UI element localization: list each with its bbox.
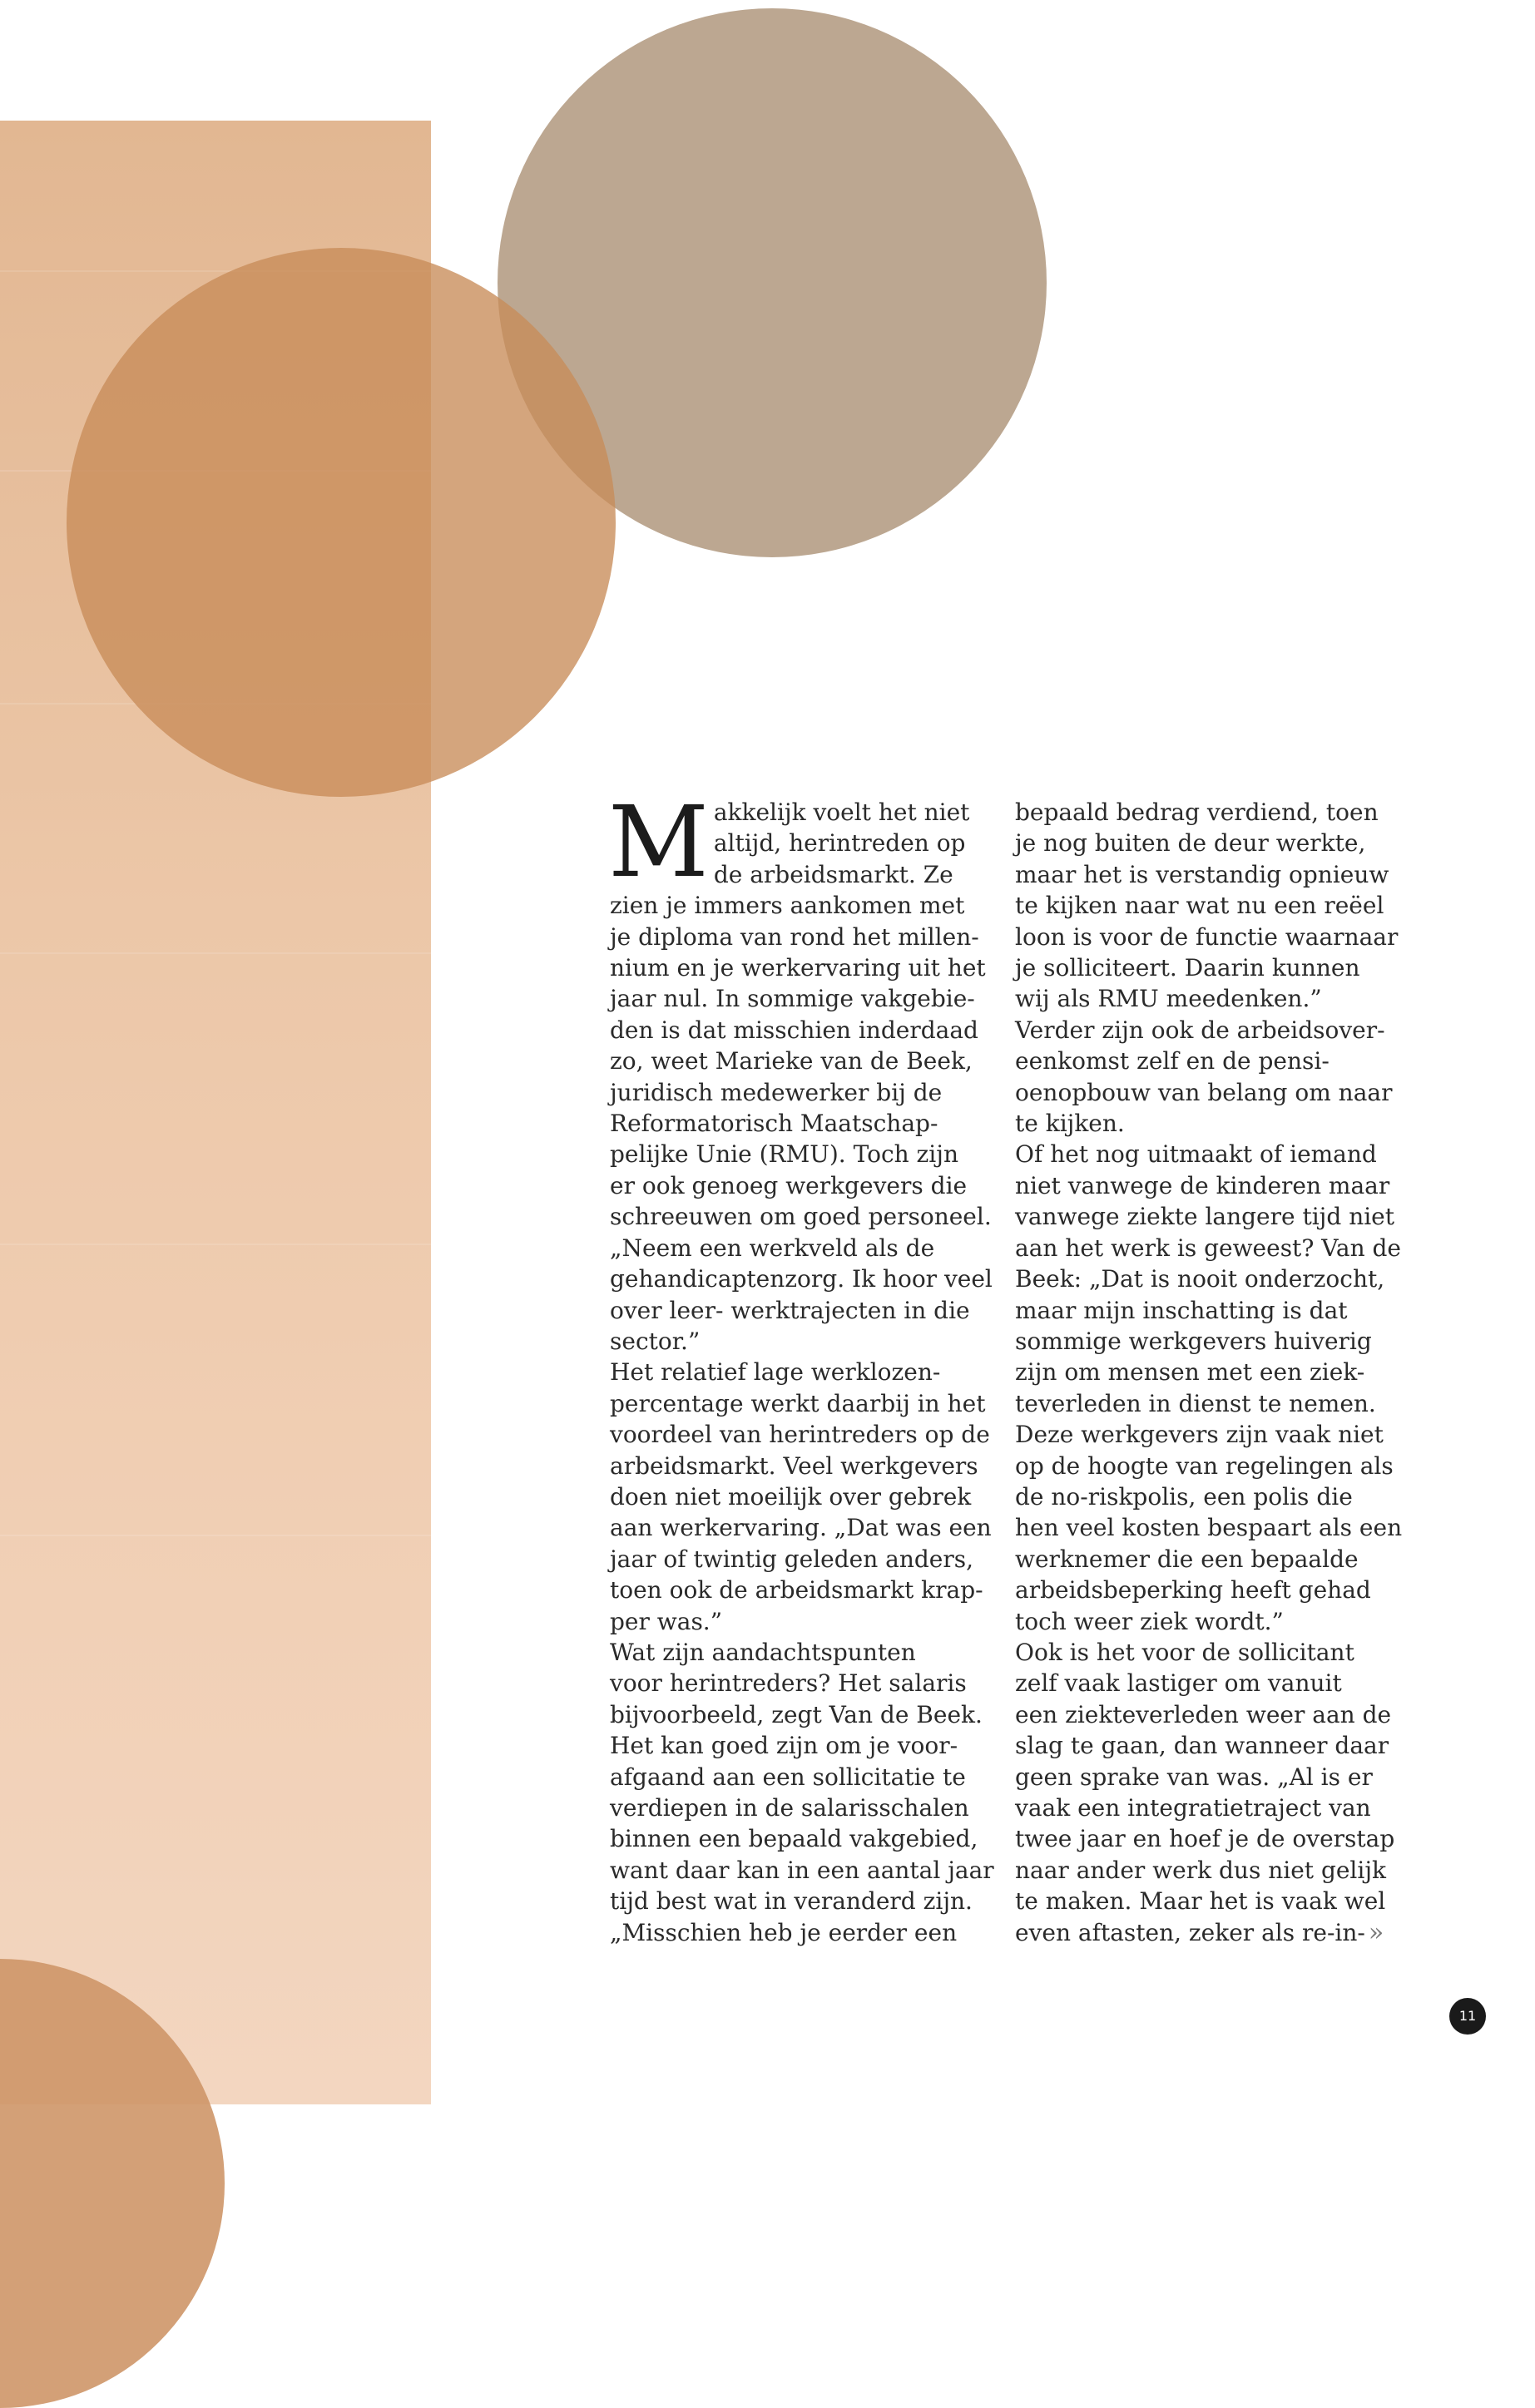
text-line-content: afgaand aan een sollicitatie te (610, 1763, 966, 1791)
text-line (1015, 797, 1402, 828)
text-line-content: den is dat misschien inderdaad (610, 1016, 978, 1044)
text-line-content: Het relatief lage werklozen- (610, 1358, 941, 1387)
text-line-content: je solliciteert. Daarin kunnen (1015, 954, 1360, 982)
text-line (610, 952, 984, 983)
text-line (1015, 1295, 1402, 1326)
text-line-content: werknemer die een bepaalde (1015, 1545, 1359, 1573)
text-line (610, 1792, 984, 1823)
text-line (610, 1917, 984, 1948)
article-column-1 (608, 784, 994, 1948)
text-line (1015, 1108, 1402, 1139)
text-line-content: tijd best wat in veranderd zijn. (610, 1887, 973, 1916)
text-line (1015, 1637, 1402, 1668)
text-line (1015, 859, 1402, 890)
text-line-content: want daar kan in een aantal jaar (610, 1856, 994, 1884)
text-line-content: naar ander werk dus niet gelijk (1015, 1856, 1386, 1884)
text-line-content: binnen een bepaald vakgebied, (610, 1825, 978, 1853)
text-line-content: geen sprake van was. „Al is er (1015, 1763, 1373, 1791)
text-line (1015, 1326, 1402, 1357)
text-line-content: er ook genoeg werkgevers die (610, 1171, 968, 1199)
text-line (610, 1762, 984, 1792)
text-line (1015, 1015, 1402, 1046)
text-line-content: jaar of twintig geleden anders, (610, 1545, 974, 1573)
text-line (1015, 1792, 1402, 1823)
text-line (610, 1730, 984, 1761)
text-line-content: voordeel van herintreders op de (610, 1421, 990, 1449)
drop-cap: M (608, 784, 709, 899)
text-line (1015, 890, 1402, 921)
text-line-content: maar het is verstandig opnieuw (1015, 860, 1389, 888)
text-line (610, 1326, 984, 1357)
text-line (610, 1015, 984, 1046)
text-line-content: je nog buiten de deur werkte, (1015, 829, 1366, 858)
text-line (1015, 1451, 1402, 1481)
text-line (610, 1170, 984, 1201)
text-line (610, 983, 984, 1014)
text-line (1015, 1762, 1402, 1792)
text-line-content: sector.” (610, 1327, 701, 1355)
text-line (610, 1637, 984, 1668)
text-line-content: zelf vaak lastiger om vanuit (1015, 1669, 1342, 1698)
text-line-content: Of het nog uitmaakt of iemand (1015, 1140, 1377, 1169)
text-line-content: te kijken naar wat nu een reëel (1015, 892, 1384, 920)
text-line (1015, 1544, 1402, 1575)
text-line-content: slag te gaan, dan wanneer daar (1015, 1732, 1389, 1760)
text-line-content: gehandicaptenzorg. Ik hoor veel (610, 1265, 993, 1293)
text-line (610, 1388, 984, 1419)
text-line-content: zien je immers aankomen met (610, 892, 965, 920)
text-line-content: even aftasten, zeker als re-in- (1015, 1918, 1365, 1946)
text-line (1015, 1201, 1402, 1232)
text-line-content: toen ook de arbeidsmarkt krap- (610, 1576, 983, 1605)
text-line (1015, 1855, 1402, 1886)
text-line-content: oenopbouw van belang om naar (1015, 1078, 1393, 1106)
text-line-content: hen veel kosten bespaart als een (1015, 1514, 1403, 1542)
text-line-content: zo, weet Marieke van de Beek, (610, 1047, 973, 1075)
text-line (1015, 1575, 1402, 1605)
text-line (1015, 1357, 1402, 1387)
text-line (610, 1139, 984, 1169)
page-number-badge: 11 (1449, 1998, 1486, 2035)
text-line-content: de no-riskpolis, een polis die (1015, 1482, 1353, 1511)
text-line-content: altijd, herintreden op (713, 829, 966, 858)
text-line (610, 1046, 984, 1076)
text-line (610, 1108, 984, 1139)
text-line (610, 1263, 993, 1294)
text-line-content: doen niet moeilijk over gebrek (610, 1482, 972, 1511)
column-1-text (608, 784, 994, 1948)
text-line-content: akkelijk voelt het niet (713, 799, 970, 826)
text-line-content: niet vanwege de kinderen maar (1015, 1171, 1390, 1199)
text-line (1015, 1046, 1402, 1076)
text-line-content: verdiepen in de salarisschalen (610, 1794, 969, 1822)
panel-texture-line (0, 952, 431, 954)
text-line-content: arbeidsbeperking heeft gehad (1015, 1576, 1371, 1605)
text-line-content: voor herintreders? Het salaris (610, 1669, 967, 1698)
text-line-content: Deze werkgevers zijn vaak niet (1015, 1421, 1384, 1449)
text-line-content: zijn om mensen met een ziek- (1015, 1358, 1365, 1387)
text-line (610, 1823, 984, 1854)
text-line-content: de arbeidsmarkt. Ze (713, 860, 953, 888)
text-line (610, 1544, 984, 1575)
text-line (1015, 1481, 1402, 1512)
text-line (1015, 1512, 1402, 1543)
text-line-content: vanwege ziekte langere tijd niet (1015, 1203, 1394, 1231)
text-line-content: jaar nul. In sommige vakgebie- (610, 985, 975, 1013)
text-line (610, 890, 984, 921)
text-line-content: wij als RMU meedenken.” (1015, 985, 1322, 1013)
text-line (1015, 1699, 1402, 1730)
text-line-content: Ook is het voor de sollicitant (1015, 1638, 1354, 1666)
text-line (1015, 983, 1402, 1014)
panel-texture-line (0, 1244, 431, 1245)
text-line (1015, 1233, 1402, 1263)
text-line (610, 1699, 984, 1730)
text-line (610, 1451, 984, 1481)
text-line (610, 1481, 984, 1512)
text-line-content: je diploma van rond het millen- (610, 922, 979, 951)
text-line-content: „Neem een werkveld als de (610, 1234, 935, 1262)
text-line-content: nium en je werkervaring uit het (610, 954, 986, 982)
text-line (610, 1233, 984, 1263)
text-line-content: een ziekteverleden weer aan de (1015, 1700, 1392, 1728)
text-line (1015, 1917, 1402, 1948)
text-line-content: sommige werkgevers huiverig (1015, 1327, 1372, 1355)
text-line (1015, 1077, 1402, 1108)
text-line (610, 1855, 994, 1886)
text-line-content: te maken. Maar het is vaak wel (1015, 1887, 1386, 1916)
text-line-content: eenkomst zelf en de pensi- (1015, 1047, 1330, 1075)
text-line-content: bepaald bedrag verdiend, toen (1015, 799, 1379, 826)
text-line (610, 1357, 984, 1387)
text-line-content: aan werkervaring. „Dat was een (610, 1514, 992, 1542)
text-line (1015, 1668, 1402, 1698)
text-line-content: Het kan goed zijn om je voor- (610, 1732, 958, 1760)
text-line (1015, 1388, 1402, 1419)
text-line-content: op de hoogte van regelingen als (1015, 1451, 1394, 1480)
text-line-content: bijvoorbeeld, zegt Van de Beek. (610, 1700, 983, 1728)
text-line (1015, 1263, 1402, 1294)
text-line (610, 1201, 992, 1232)
text-line-content: over leer- werktrajecten in die (610, 1296, 970, 1324)
text-line (610, 1668, 984, 1698)
text-line-content: schreeuwen om goed personeel. (610, 1203, 992, 1231)
text-line-content: „Misschien heb je eerder een (610, 1918, 958, 1946)
text-line-content: vaak een integratietraject van (1015, 1794, 1371, 1822)
text-line-content: toch weer ziek wordt.” (1015, 1607, 1284, 1635)
text-line (610, 1512, 992, 1543)
text-line (1015, 1139, 1402, 1169)
text-line-content: per was.” (610, 1607, 723, 1635)
text-line (610, 1606, 984, 1637)
text-line (610, 922, 984, 952)
text-line (610, 1886, 984, 1916)
text-line-content: Beek: „Dat is nooit onderzocht, (1015, 1265, 1385, 1293)
text-line (1015, 1823, 1402, 1854)
text-line-content: percentage werkt daarbij in het (610, 1389, 986, 1417)
text-line-content: loon is voor de functie waarnaar (1015, 922, 1399, 951)
text-line-content: juridisch medewerker bij de (610, 1078, 943, 1106)
text-line (610, 1419, 990, 1450)
text-line (1015, 1419, 1402, 1450)
text-line (1015, 922, 1402, 952)
text-line-content: Verder zijn ook de arbeidsover- (1015, 1016, 1385, 1044)
text-line-content: Reformatorisch Maatschap- (610, 1110, 938, 1138)
text-line (1015, 828, 1402, 858)
text-line (610, 1077, 984, 1108)
text-line-content: maar mijn inschatting is dat (1015, 1296, 1348, 1324)
panel-texture-line (0, 1535, 431, 1536)
text-line (1015, 1170, 1402, 1201)
text-line-content: te kijken. (1015, 1110, 1125, 1138)
text-line-content: pelijke Unie (RMU). Toch zijn (610, 1140, 958, 1169)
continue-arrow-icon: » (1368, 1917, 1384, 1947)
text-line (1015, 1886, 1402, 1916)
text-line (610, 1575, 984, 1605)
text-line-content: twee jaar en hoef je de overstap (1015, 1825, 1395, 1853)
decorative-circle-orange (67, 248, 616, 797)
text-line (610, 1295, 984, 1326)
article-column-2 (1015, 797, 1402, 1948)
text-line-content: teverleden in dienst te nemen. (1015, 1389, 1376, 1417)
text-line (1015, 1730, 1402, 1761)
text-line-content: Wat zijn aandachtspunten (610, 1638, 916, 1666)
column-2-text (1015, 797, 1402, 1948)
text-line-content: arbeidsmarkt. Veel werkgevers (610, 1451, 978, 1480)
text-line (1015, 952, 1402, 983)
text-line (1015, 1606, 1402, 1637)
text-line-content: aan het werk is geweest? Van de (1015, 1234, 1401, 1262)
